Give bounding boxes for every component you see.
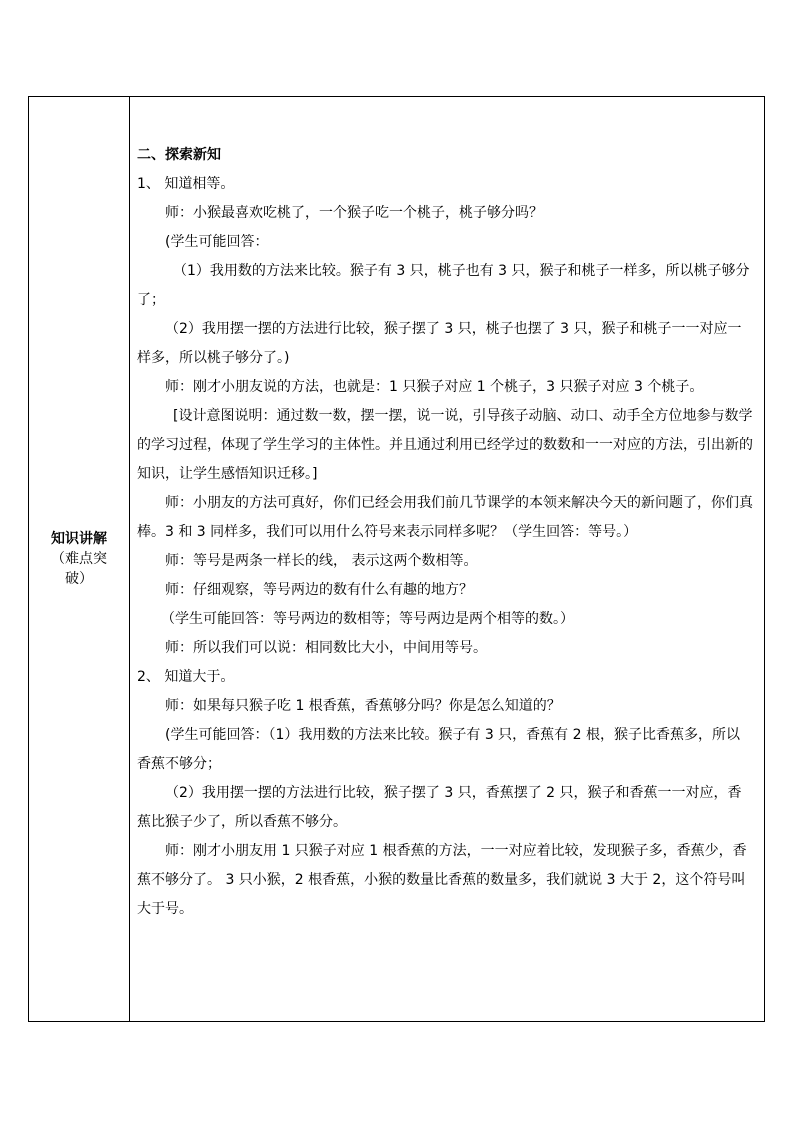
subsection-heading-greater: 2、 知道大于。 xyxy=(137,669,235,685)
subsection-heading-equal: 1、 知道相等。 xyxy=(137,176,235,192)
paragraph: （1）我用数的方法来比较。猴子有 3 只，桃子也有 3 只，猴子和桃子一样多，所以桃子够分了； xyxy=(137,263,750,308)
paragraph: 师：等号是两条一样长的线， 表示这两个数相等。 xyxy=(165,553,478,569)
paragraph: （2）我用摆一摆的方法进行比较，猴子摆了 3 只，香蕉摆了 2 只，猴子和香蕉一一对应，香蕉比猴子少了，所以香蕉不够分。 xyxy=(137,785,742,830)
content-heading: 二、探索新知 xyxy=(137,147,221,163)
section-subtitle-line2: 破） xyxy=(65,571,93,587)
paragraph: 师：如果每只猴子吃 1 根香蕉，香蕉够分吗？你是怎么知道的？ xyxy=(165,698,561,714)
paragraph: （学生可能回答：等号两边的数相等；等号两边是两个相等的数。） xyxy=(161,611,574,627)
paragraph: 师：刚才小朋友用 1 只猴子对应 1 根香蕉的方法，一一对应着比较，发现猴子多，香蕉少，香蕉不够分了。 3 只小猴，2 根香蕉，小猴的数量比香蕉的数量多，我们就说 3 大于 2，这个符号叫大于号。 xyxy=(137,843,747,917)
paragraph: 师：仔细观察，等号两边的数有什么有趣的地方？ xyxy=(165,582,473,598)
paragraph: 师：小朋友的方法可真好，你们已经会用我们前几节课学的本领来解决今天的新问题了，你们真棒。3 和 3 同样多，我们可以用什么符号来表示同样多呢？（学生回答：等号。） xyxy=(137,495,753,540)
paragraph: 师：刚才小朋友说的方法，也就是：1 只猴子对应 1 个桃子，3 只猴子对应 3 个桃子。 xyxy=(165,379,704,395)
paragraph: 师：小猴最喜欢吃桃了，一个猴子吃一个桃子，桃子够分吗？ xyxy=(165,205,543,221)
section-label xyxy=(29,529,129,589)
section-title: 知识讲解 xyxy=(51,531,107,547)
section-subtitle-line1: （难点突 xyxy=(51,551,107,567)
content-cell xyxy=(137,141,753,924)
section-label-cell xyxy=(29,97,129,1021)
paragraph: 师：所以我们可以说：相同数比大小，中间用等号。 xyxy=(165,640,487,656)
paragraph: (学生可能回答： xyxy=(165,234,269,250)
design-note: [设计意图说明：通过数一数，摆一摆，说一说，引导孩子动脑、动口、动手全方位地参与数学的学习过程，体现了学生学习的主体性。并且通过利用已经学过的数数和一一对应的方法，引出新的知识，让学生感悟知识迁移。] xyxy=(137,408,753,482)
column-divider xyxy=(129,97,130,1021)
lesson-table xyxy=(28,96,765,1022)
paragraph: (学生可能回答：（1）我用数的方法来比较。猴子有 3 只，香蕉有 2 根，猴子比香蕉多，所以香蕉不够分； xyxy=(137,727,740,772)
paragraph: （2）我用摆一摆的方法进行比较，猴子摆了 3 只，桃子也摆了 3 只，猴子和桃子一一对应一样多，所以桃子够分了。) xyxy=(137,321,742,366)
